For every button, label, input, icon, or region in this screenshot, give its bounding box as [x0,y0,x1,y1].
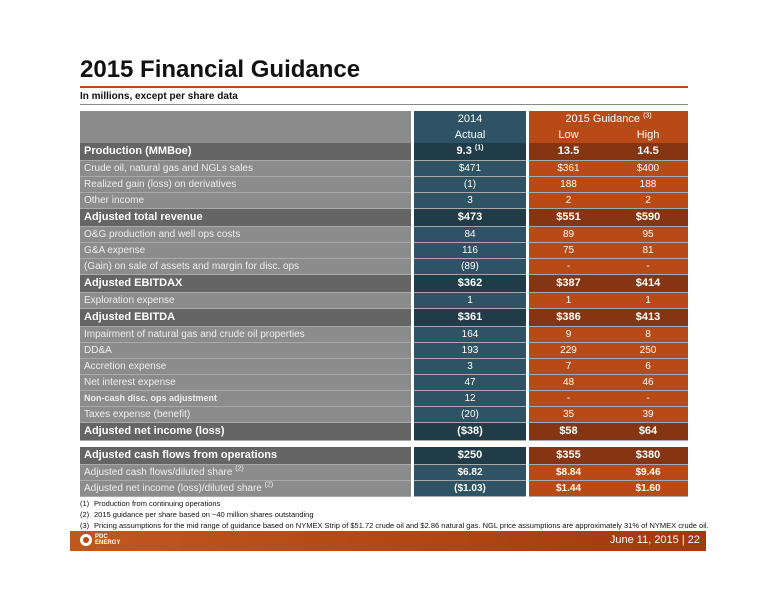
value-2015-low: 2 [529,193,608,209]
value-2015-high: 39 [608,407,688,423]
pdc-energy-logo: PDC ENERGY [80,534,120,546]
table-row [80,327,688,343]
value-2015-high: - [608,259,688,275]
table-row [80,375,688,391]
footnotes [80,498,709,531]
table-row [80,293,688,309]
row-label: Adjusted net income (loss)/diluted share $^{(2)}$ [80,481,411,497]
value-2015-low: 229 [529,343,608,359]
logo-mark-icon [80,534,92,546]
table-row [80,447,688,465]
value-2015-low: 35 [529,407,608,423]
value-2015-low: $386 [529,309,608,327]
table-row [80,275,688,293]
value-2014-actual: 1 [414,293,526,309]
table-row [80,209,688,227]
value-2014-actual: $250 [414,447,526,465]
value-2015-low: $551 [529,209,608,227]
footnote: (2) 2015 guidance per share based on ~40 million shares outstanding [80,510,314,519]
row-label: G&A expense [80,243,411,259]
value-2015-high: 46 [608,375,688,391]
row-label: O&G production and well ops costs [80,227,411,243]
table-row [80,143,688,161]
value-2015-high: $64 [608,423,688,441]
value-2015-high: 2 [608,193,688,209]
value-2014-actual: 12 [414,391,526,407]
value-2014-actual: 47 [414,375,526,391]
header-guidance: 2015 Guidance $^{(3)}$ [529,111,688,127]
value-2015-low: - [529,391,608,407]
value-2014-actual: 3 [414,359,526,375]
header-actual-year: 2014 [414,111,526,127]
value-2015-low: $355 [529,447,608,465]
value-2015-low: 1 [529,293,608,309]
value-2014-actual: (1) [414,177,526,193]
value-2015-low: 9 [529,327,608,343]
value-2014-actual: $362 [414,275,526,293]
row-label: Adjusted EBITDAX [80,275,411,293]
value-2014-actual: 116 [414,243,526,259]
row-label: Production (MMBoe) [80,143,411,161]
value-2015-high: $400 [608,161,688,177]
value-2015-high: $414 [608,275,688,293]
value-2015-high: - [608,391,688,407]
footnote: (3) Pricing assumptions for the mid range of guidance based on NYMEX Strip of $51.72 crude oil and $2.86 natural gas. NGL price assumptions are approximately 31% of NYMEX crude oil. [80,521,709,530]
value-2014-actual: 3 [414,193,526,209]
value-2015-high: $590 [608,209,688,227]
table-row [80,343,688,359]
row-label: Non-cash disc. ops adjustment [80,391,411,407]
value-2015-high: 1 [608,293,688,309]
row-label: Impairment of natural gas and crude oil properties [80,327,411,343]
guidance-table [80,111,688,497]
value-2014-actual: $473 [414,209,526,227]
value-2015-high: 188 [608,177,688,193]
footnote: (1) Production from continuing operations [80,499,221,508]
page-title: 2015 Financial Guidance [80,56,361,83]
value-2015-low: $361 [529,161,608,177]
header-low-label: Low [529,127,608,143]
row-label: Adjusted EBITDA [80,309,411,327]
value-2014-actual: 9.3 $^{(1)}$ [414,143,526,161]
value-2014-actual: 164 [414,327,526,343]
row-label: Adjusted cash flows from operations [80,447,411,465]
value-2015-high: 14.5 [608,143,688,161]
value-2015-high: 81 [608,243,688,259]
value-2015-low: 75 [529,243,608,259]
value-2015-high: $380 [608,447,688,465]
row-label: Net interest expense [80,375,411,391]
value-2015-low: 48 [529,375,608,391]
row-label: (Gain) on sale of assets and margin for disc. ops [80,259,411,275]
table-row [80,481,688,497]
row-label: Taxes expense (benefit) [80,407,411,423]
value-2014-actual: 84 [414,227,526,243]
value-2015-high: 95 [608,227,688,243]
value-2014-actual: (20) [414,407,526,423]
header-blank-cell [80,111,411,127]
value-2015-low: 13.5 [529,143,608,161]
value-2015-low: 89 [529,227,608,243]
value-2015-high: 6 [608,359,688,375]
value-2014-actual: $471 [414,161,526,177]
row-label: Other income [80,193,411,209]
value-2015-high: $413 [608,309,688,327]
table-row [80,243,688,259]
row-label: Adjusted net income (loss) [80,423,411,441]
value-2014-actual: (89) [414,259,526,275]
row-label: Adjusted total revenue [80,209,411,227]
table-row [80,309,688,327]
value-2015-low: $1.44 [529,481,608,497]
value-2015-high: $1.60 [608,481,688,497]
table-row [80,391,688,407]
header-actual-label: Actual [414,127,526,143]
row-label: DD&A [80,343,411,359]
header-high-label: High [608,127,688,143]
table-row [80,161,688,177]
table-row [80,423,688,441]
footer-date-page: June 11, 2015 | 22 [609,534,700,546]
table-row [80,177,688,193]
value-2015-low: $387 [529,275,608,293]
table-row [80,193,688,209]
value-2015-low: 7 [529,359,608,375]
row-label: Realized gain (loss) on derivatives [80,177,411,193]
value-2014-actual: 193 [414,343,526,359]
header-blank-cell-2 [80,127,411,143]
title-underline [80,86,688,88]
footer-bar [70,531,706,551]
value-2015-low: $8.84 [529,465,608,481]
table-row [80,465,688,481]
value-2014-actual: ($1.03) [414,481,526,497]
table-row [80,259,688,275]
row-label: Accretion expense [80,359,411,375]
value-2014-actual: $361 [414,309,526,327]
row-label: Adjusted cash flows/diluted share $^{(2)}$ [80,465,411,481]
value-2015-low: - [529,259,608,275]
value-2014-actual: ($38) [414,423,526,441]
table-row [80,407,688,423]
value-2015-high: $9.46 [608,465,688,481]
value-2015-high: 250 [608,343,688,359]
value-2015-high: 8 [608,327,688,343]
value-2015-low: 188 [529,177,608,193]
table-row [80,227,688,243]
page-subtitle: In millions, except per share data [80,91,238,102]
row-label: Exploration expense [80,293,411,309]
value-2015-low: $58 [529,423,608,441]
table-row [80,359,688,375]
subtitle-underline [80,104,688,105]
row-label: Crude oil, natural gas and NGLs sales [80,161,411,177]
value-2014-actual: $6.82 [414,465,526,481]
